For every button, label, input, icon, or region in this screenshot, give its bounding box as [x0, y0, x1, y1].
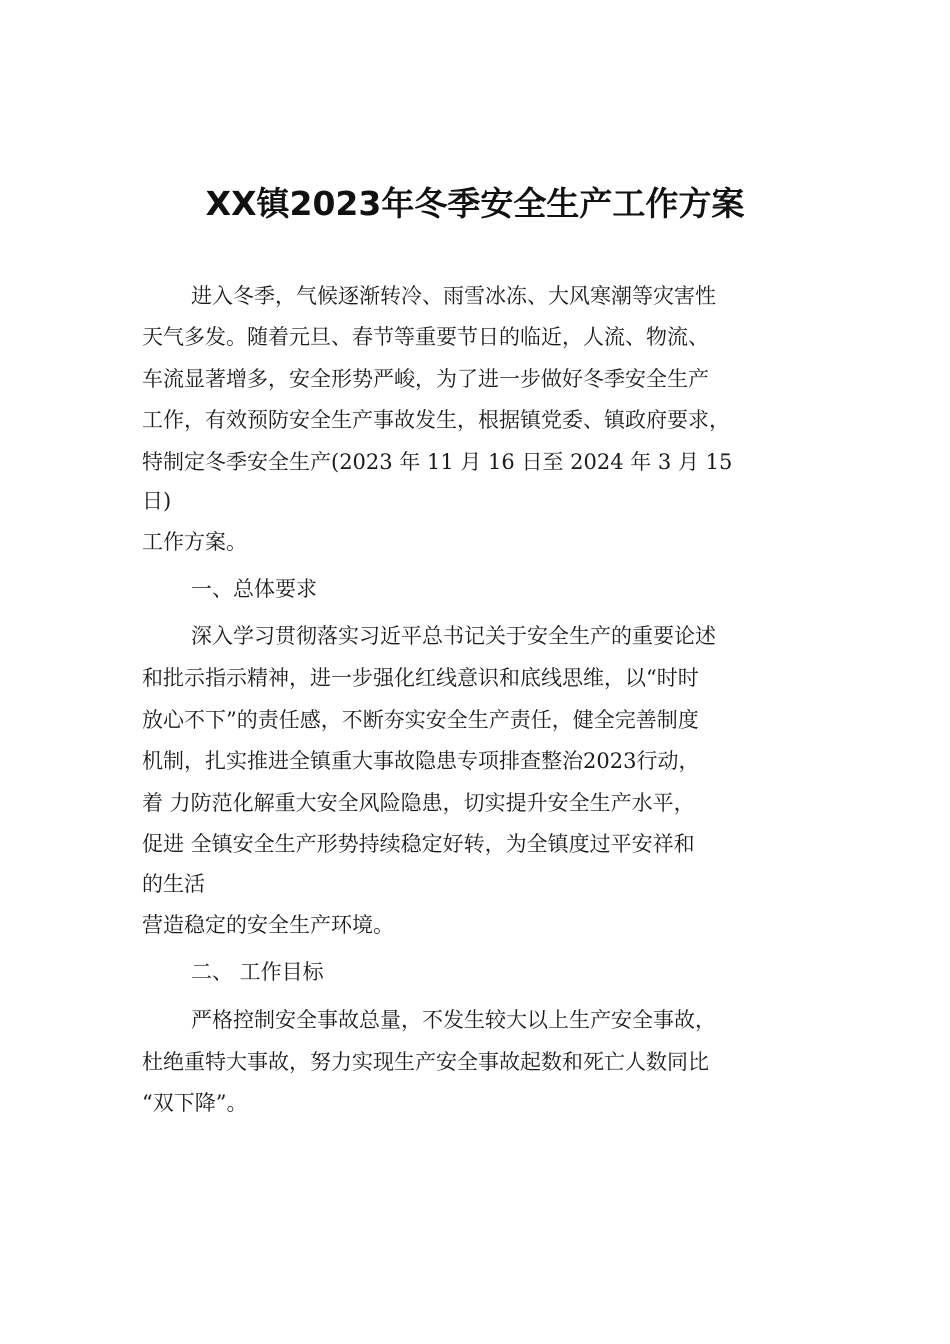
intro-line-4: 工作，有效预防安全生产事故发生，根据镇党委、镇政府要求，	[142, 408, 730, 432]
section2-heading: 二、 工作目标	[191, 960, 324, 984]
intro-line-3: 车流显著增多，安全形势严峻，为了进一步做好冬季安全生产	[142, 367, 709, 391]
intro-line-6: 日)	[142, 489, 172, 513]
intro-line-7: 工作方案。	[142, 530, 247, 554]
section1-line-2: 和批示指示精神，进一步强化红线意识和底线思维，以“时时	[142, 666, 699, 690]
section2-line-1: 严格控制安全事故总量，不发生较大以上生产安全事故，	[191, 1008, 716, 1032]
section2-line-2: 杜绝重特大事故，努力实现生产安全事故起数和死亡人数同比	[142, 1050, 709, 1074]
section2-line-3: “双下降”。	[142, 1091, 248, 1115]
intro-line-2: 天气多发。随着元旦、春节等重要节日的临近，人流、物流、	[142, 325, 709, 349]
section1-line-1: 深入学习贯彻落实习近平总书记关于安全生产的重要论述	[191, 624, 716, 648]
section1-line-6: 促进 全镇安全生产形势持续稳定好转，为全镇度过平安祥和	[142, 832, 695, 856]
section1-line-3: 放心不下”的责任感，不断夯实安全生产责任，健全完善制度	[142, 708, 699, 732]
section1-line-8: 营造稳定的安全生产环境。	[142, 913, 394, 937]
intro-line-1: 进入冬季，气候逐渐转冷、雨雪冰冻、大风寒潮等灾害性	[191, 284, 716, 308]
section1-heading: 一、总体要求	[191, 577, 317, 601]
intro-line-5: 特制定冬季安全生产(2023 年 11 月 16 日至 2024 年 3 月 15	[142, 450, 733, 474]
section1-line-4: 机制，扎实推进全镇重大事故隐患专项排查整治2023行动，	[142, 749, 700, 773]
section1-line-5: 着 力防范化解重大安全风险隐患，切实提升安全生产水平，	[142, 791, 695, 815]
document-title: XX镇2023年冬季安全生产工作方案	[205, 184, 745, 223]
section1-line-7: 的生活	[142, 872, 205, 896]
